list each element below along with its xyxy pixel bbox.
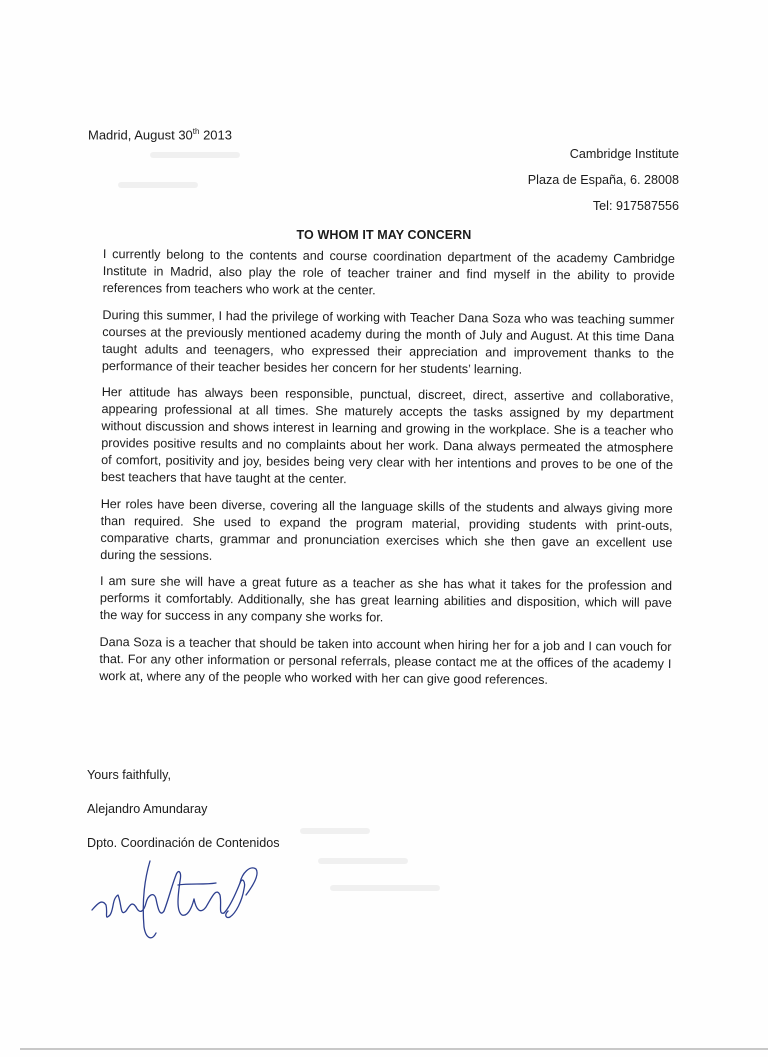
signer-department: Dpto. Coordinación de Contenidos	[87, 836, 280, 850]
paragraph: Her attitude has always been responsible, punctual, discreet, direct, assertive and collaborative, appearing professional at all times. She maturely accepts the tasks assigned by my department without discussion and shows interest in learning and growing in the workplace. She is a teacher who provides positive results and no complaints about her work. Dana always permeated the atmosphere of comfort, positivity and joy, besides being very clear with her intentions and proves to be one of the best teachers that have taught at the center.	[100, 384, 674, 487]
paragraph: Her roles have been diverse, covering all the language skills of the students and always giving more than required. She used to expand the program material, providing students with print-outs, comparative charts, grammar and pronunciation exercises which she then gave an excellent use during the sessions.	[100, 496, 673, 563]
page-bottom-edge	[20, 1048, 768, 1050]
signature-icon	[90, 855, 270, 945]
paragraph: I am sure she will have a great future as a teacher as she has what it takes for the profession and performs it comfortably. Additionally, she has great learning abilities and disposition, which will pave the way for success in any company she works for.	[99, 573, 673, 625]
bleed-through-mark	[300, 828, 370, 834]
street-address: Plaza de España, 6. 28008	[527, 173, 679, 187]
letter-date	[88, 127, 232, 142]
date-prefix: Madrid, August 30	[88, 127, 193, 143]
bleed-through-mark	[318, 858, 408, 864]
institute-name: Cambridge Institute	[569, 147, 679, 161]
bleed-through-mark	[118, 182, 198, 188]
paragraph: I currently belong to the contents and course coordination department of the academy Cambridge Institute in Madrid, also play the role of teacher trainer and find myself in the ability to provide references from teachers who work at the center.	[102, 246, 675, 298]
date-suffix: th	[192, 127, 200, 136]
paragraph: Dana Soza is a teacher that should be taken into account when hiring her for a job and I can vouch for that. For any other information or personal referrals, please contact me at the offices of the academy I work at, where any of the people who worked with her can give good references.	[99, 634, 672, 687]
signer-name: Alejandro Amundaray	[87, 802, 208, 816]
letter-body	[99, 246, 675, 699]
telephone: Tel: 917587556	[592, 199, 679, 213]
paragraph: During this summer, I had the privilege of working with Teacher Dana Soza who was teaching summer courses at the previously mentioned academy during the month of July and August. At this time Dana taught adults and teenagers, who expressed their appreciation and improvement thanks to the performance of their teacher besides her concern for her students’ learning.	[101, 307, 675, 377]
bleed-through-mark	[330, 885, 440, 891]
letter-heading: TO WHOM IT MAY CONCERN	[296, 228, 472, 242]
closing-salutation: Yours faithfully,	[87, 768, 172, 782]
date-year: 2013	[199, 127, 233, 143]
bleed-through-mark	[150, 152, 240, 158]
sender-address	[528, 141, 679, 219]
